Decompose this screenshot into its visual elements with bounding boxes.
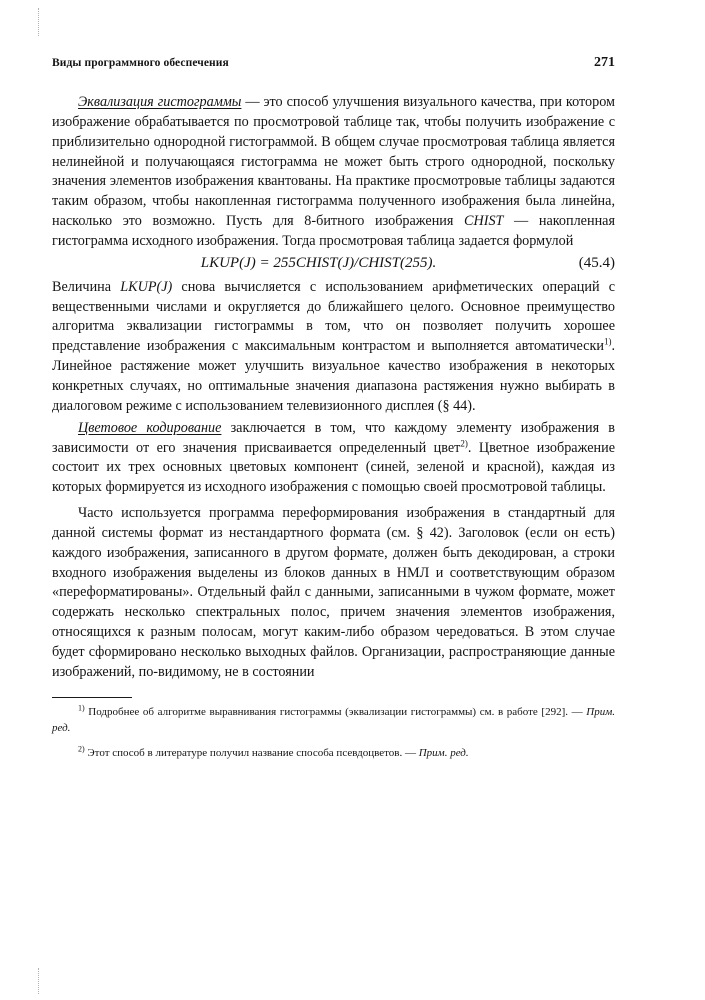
variable-lkup: LKUP(J)	[120, 278, 173, 295]
paragraph-histogram-equalization	[52, 93, 615, 252]
term-histogram-equalization: Эквализация гистограммы	[78, 94, 242, 110]
footnote-text: Этот способ в литературе получил название способа псевдоцветов. —	[84, 746, 419, 759]
footnote-ref-2: 2)	[460, 437, 468, 448]
running-head: Виды программного обеспечения	[52, 57, 229, 69]
footnote-ref-1: 1)	[603, 336, 612, 347]
formula-expression: LKUP(J) = 255CHIST(J)/CHIST(255).	[200, 254, 437, 271]
paragraph-text: — это способ улучшения визуального качества, при котором изображение обрабатывается по просмотровой таблице так, чтобы получить изображение с приблизительно однородной гистограммой. В общем случае просмотровая таблица является нелинейной и получающаяся гистограмма не может быть строго однородной, поскольку значения элементов изображения квантованы. На практике просмотровые таблицы задаются таким образом, чтобы накопленная гистограмма полученного изображения была линейна, насколько это возможно. Пусть для 8-битного изображения	[52, 94, 615, 230]
body-text	[52, 93, 615, 683]
paragraph-text-start: Величина	[52, 278, 121, 295]
footnote-mark-2: 2)	[78, 743, 85, 753]
book-page	[52, 55, 615, 770]
paragraph-color-coding	[52, 419, 615, 498]
paragraph-text-end: — накопленная гистограмма исходного изображения. Тогда просмотровая таблица задается формулой	[52, 213, 615, 249]
footnote-2	[52, 745, 615, 761]
paragraph-text-end: . Линейное растяжение может улучшить визуальное качество изображения в некоторых конкретных случаях, но оптимальные значения диапазона растяжения нужно выбирать в диалоговом режиме с использованием телевизионного дисплея (§ 44).	[52, 338, 615, 414]
paragraph-text-end: . Цветное изображение состоит их трех основных цветовых компонент (синей, зеленой и красной), каждая из которых формируется из исходного изображения с помощью своей просмотровой таблицы.	[52, 439, 615, 496]
footnote-text: Подробнее об алгоритме выравнивания гистограммы (эквализации гистограммы) см. в работе [292]. —	[84, 705, 587, 718]
paragraph-text: снова вычисляется с использованием арифметических операций с вещественными числами и округляется до ближайшего целого. Основное преимущество алгоритма эквализации гистограммы в том, что он позволяет получить хорошее представление изображения с максимальным контрастом и выполняется автоматически	[52, 278, 615, 355]
footnote-credit: Прим. ред.	[52, 705, 615, 734]
paragraph-text: Часто используется программа переформирования изображения в стандартный для данной системы формат из нестандартного формата (см. § 42). Заголовок (если он есть) каждого изображения, записанного в другом формате, должен быть декодирован, а строки входного изображения выделены из блоков данных в НМЛ и соответствующим образом «переформатированы». Отдельный файл с данными, записанными в чужом формате, может содержать несколько спектральных полос, причем значения элементов изображения, относящихся к разным полосам, могут каким-либо образом чередоваться. В этом случае будет сформировано несколько выходных файлов. Организации, распространяющие данные изображений, по-видимому, не в состоянии	[52, 505, 615, 680]
variable-chist: CHIST	[464, 213, 504, 230]
formula-45-4	[52, 254, 615, 278]
scan-margin-mark-top	[38, 8, 40, 36]
footnote-credit: Прим. ред.	[418, 746, 469, 759]
footnote-divider	[52, 697, 132, 698]
term-color-coding: Цветовое кодирование	[78, 419, 222, 436]
paragraph-lkup	[52, 278, 615, 417]
page-number: 271	[594, 55, 615, 70]
footnote-1	[52, 704, 615, 736]
paragraph-reformatting	[52, 504, 615, 683]
scan-margin-mark-bottom	[38, 968, 40, 994]
page-header	[52, 55, 615, 79]
footnote-mark-1: 1)	[78, 702, 85, 712]
paragraph-text: заключается в том, что каждому элементу изображения в зависимости от его значения присваивается определенный цвет	[52, 419, 616, 456]
formula-number: (45.4)	[578, 254, 615, 271]
